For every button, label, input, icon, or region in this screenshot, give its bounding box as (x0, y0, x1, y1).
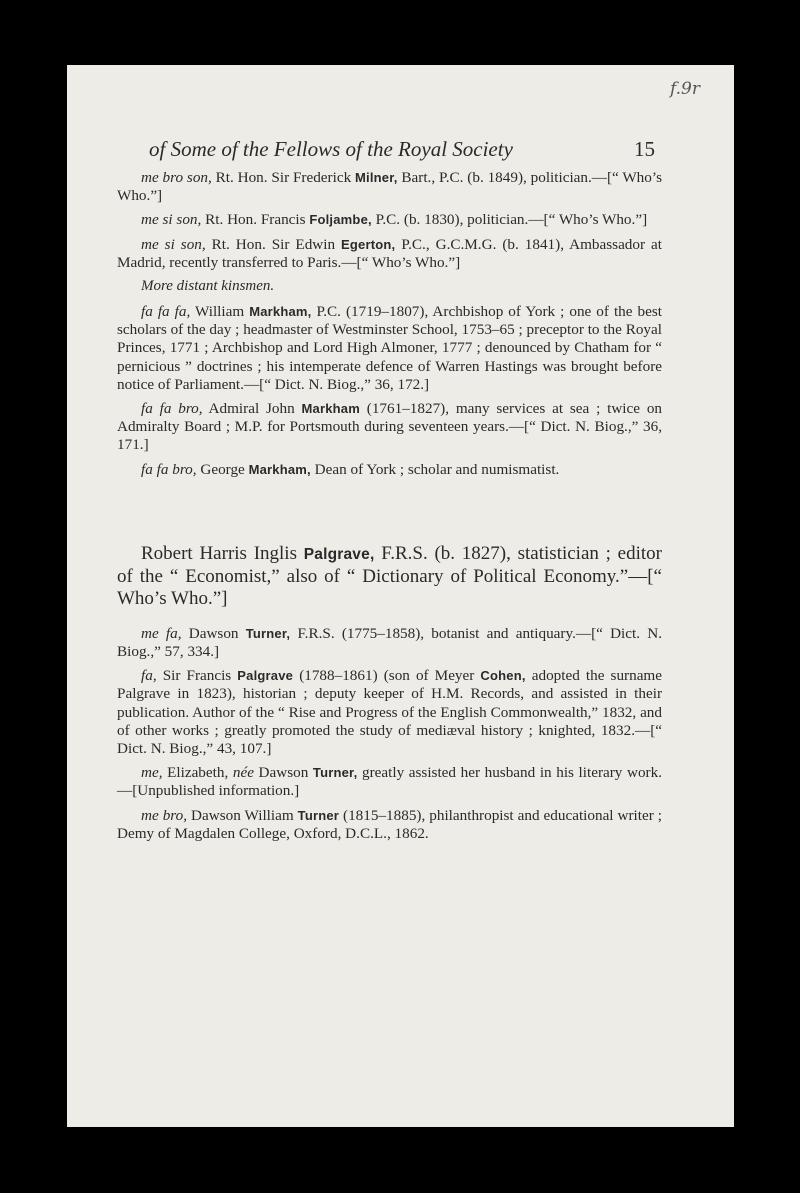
surname: Foljambe, (309, 212, 372, 228)
surname: Turner, (312, 765, 358, 781)
relation: fa fa fa, (141, 303, 191, 321)
relation: me bro son, (141, 169, 212, 186)
entry-text: Dawson (181, 624, 246, 642)
entry-text: Elizabeth, (162, 764, 233, 782)
entry-markham-john (117, 400, 662, 455)
page-number: 15 (634, 137, 655, 161)
entry-text: F.R.S. (1775–1858), botanist and antiquary.—[“ Dict. N. Biog.,” 57, 334.] (117, 624, 662, 661)
entry-palgrave-francis (117, 667, 662, 758)
relation: me fa, (141, 624, 182, 642)
surname: Markham, (249, 304, 312, 320)
entry-turner-dawson (117, 625, 662, 661)
entry-text: Admiral John (202, 400, 302, 418)
surname: Egerton, (341, 236, 396, 252)
relation: fa fa bro, (141, 460, 197, 478)
entry-foljambe (117, 211, 662, 229)
relation: me si son, (141, 211, 202, 229)
entry-text: P.C. (b. 1830), politician.—[“ Who’s Who.”] (371, 211, 648, 229)
entry-turner-dawson-william (117, 807, 662, 843)
entry-text: Rt. Hon. Sir Edwin (205, 235, 342, 253)
surname: Palgrave (237, 668, 294, 684)
main-entry-palgrave (117, 543, 662, 610)
entry-text: Dawson William (187, 806, 298, 824)
relation: me bro, (141, 806, 188, 824)
entry-text: Robert Harris Inglis (141, 542, 304, 564)
book-page (67, 65, 734, 1127)
entry-text: Dean of York ; scholar and numismatist. (310, 460, 560, 478)
surname: Markham (301, 401, 360, 417)
entry-egerton (117, 236, 662, 272)
entry-markham-william (117, 303, 662, 394)
entry-text: William (190, 303, 250, 321)
entry-text: Sir Francis (156, 667, 238, 685)
entry-text: greatly assisted her husband in his literary work.—[Unpublished information.] (117, 764, 662, 800)
entry-text: George (196, 460, 249, 478)
subheading: More distant kinsmen. (141, 278, 275, 295)
entry-text: (1761–1827), many services at sea ; twice on Admiralty Board ; M.P. for Portsmouth during seventeen years.—[“ Dict. N. Biog.,” 36, 171.] (117, 400, 663, 454)
entry-text: adopted the surname Palgrave in 1823), historian ; deputy keeper of H.M. Records, and assisted in their publication. Author of the “ Rise and Progress of the English Commonwealth,” 1832, and of other works ; greatly promoted the study of mediæval history ; knighted, 1832.—[“ Dict. N. Biog.,” 43, 107.] (117, 667, 662, 758)
entry-markham-george (117, 461, 662, 479)
surname: Turner, (245, 625, 291, 641)
entry-milner (117, 169, 662, 205)
page-body (117, 169, 662, 849)
surname: Milner, (355, 170, 398, 185)
running-head (149, 137, 655, 162)
running-head-title: of Some of the Fellows of the Royal Society (149, 137, 513, 161)
relation: fa fa bro, (141, 400, 203, 418)
entry-text: P.C., G.C.M.G. (b. 1841), Ambassador at Madrid, recently transferred to Paris.—[“ Who’s Who.”] (117, 235, 662, 271)
relation: fa, (141, 667, 157, 685)
surname: Palgrave, (303, 545, 375, 563)
entry-text: F.R.S. (b. 1827), statistician ; editor of the “ Economist,” also of “ Dictionary of Political Economy.”—[“ Who’s Who.”] (117, 542, 662, 609)
folio-mark: f.9r (669, 79, 700, 99)
entry-text: P.C. (1719–1807), Archbishop of York ; one of the best scholars of the day ; headmaster of Westminster School, 1753–65 ; preceptor to the Royal Princes, 1771 ; Archbishop and Lord High Almoner, 1777 ; denounced by Chatham for “ pernicious ” doctrines ; his intemperate defence of Warren Hastings was brought before notice of Parliament.—[“ Dict. N. Biog.,” 36, 172.] (117, 303, 662, 393)
relation-inline: née (232, 764, 254, 782)
entry-turner-elizabeth (117, 764, 662, 800)
surname: Markham, (248, 461, 311, 477)
relation: me, (141, 764, 163, 782)
surname: Turner (297, 807, 340, 823)
entry-text: Rt. Hon. Sir Frederick (211, 169, 355, 186)
entry-text: (1788–1861) (son of Meyer (293, 667, 481, 685)
entry-text: Dawson (253, 764, 313, 782)
relation: me si son, (141, 235, 206, 253)
surname: Cohen, (480, 668, 526, 684)
entry-text: Rt. Hon. Francis (201, 211, 310, 229)
entry-text: (1815–1885), philanthropist and educational writer ; Demy of Magdalen College, Oxford, D.C.L., 1862. (117, 806, 662, 842)
entry-text: Bart., P.C. (b. 1849), politician.—[“ Who’s Who.”] (117, 169, 663, 205)
